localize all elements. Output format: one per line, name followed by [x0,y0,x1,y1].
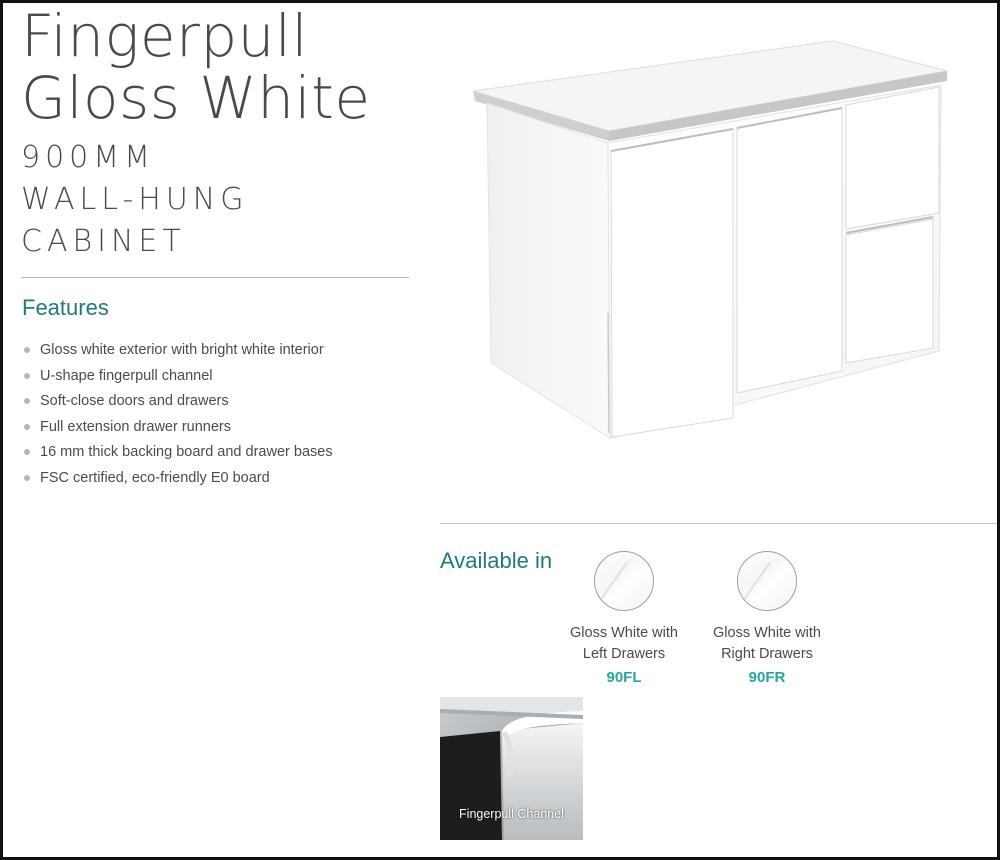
title-line-2: Gloss White [21,64,371,132]
variant-name-line-2: Left Drawers [582,646,666,662]
gloss-white-swatch[interactable] [737,551,797,611]
features-heading: Features [22,295,109,320]
cabinet-product-image [463,33,963,457]
feature-item: 16 mm thick backing board and drawer bases [22,440,333,466]
variant-name-line-1: Gloss White with [713,625,821,641]
fingerpull-detail-photo [440,697,583,840]
title-block [21,2,421,263]
subtitle-line-3: CABINET [21,224,186,259]
subtitle-block [21,137,421,263]
feature-item: FSC certified, eco-friendly E0 board [22,466,333,492]
title-line-1: Fingerpull [21,2,309,70]
variant-name [549,623,699,665]
subtitle-line-1: 900MM [21,140,156,175]
variant-right-drawers[interactable] [692,551,842,686]
variant-name-line-1: Gloss White with [570,625,678,641]
variant-code: 90FL [606,669,642,686]
variant-name [692,623,842,665]
available-heading: Available in [440,548,553,573]
variant-left-drawers[interactable] [549,551,699,686]
features-list [22,338,333,491]
feature-item: Gloss white exterior with bright white interior [22,338,333,364]
cabinet-illustration [463,33,963,453]
photo-caption: Fingerpull Channel [459,807,564,821]
variant-name-line-2: Right Drawers [721,646,813,662]
feature-item: Full extension drawer runners [22,415,333,441]
feature-item: Soft-close doors and drawers [22,389,333,415]
section-divider [440,523,1000,524]
variant-code: 90FR [748,669,786,686]
subtitle-line-2: WALL-HUNG [21,182,249,217]
feature-item: U-shape fingerpull channel [22,364,333,390]
title-divider [21,277,409,278]
gloss-white-swatch[interactable] [594,551,654,611]
